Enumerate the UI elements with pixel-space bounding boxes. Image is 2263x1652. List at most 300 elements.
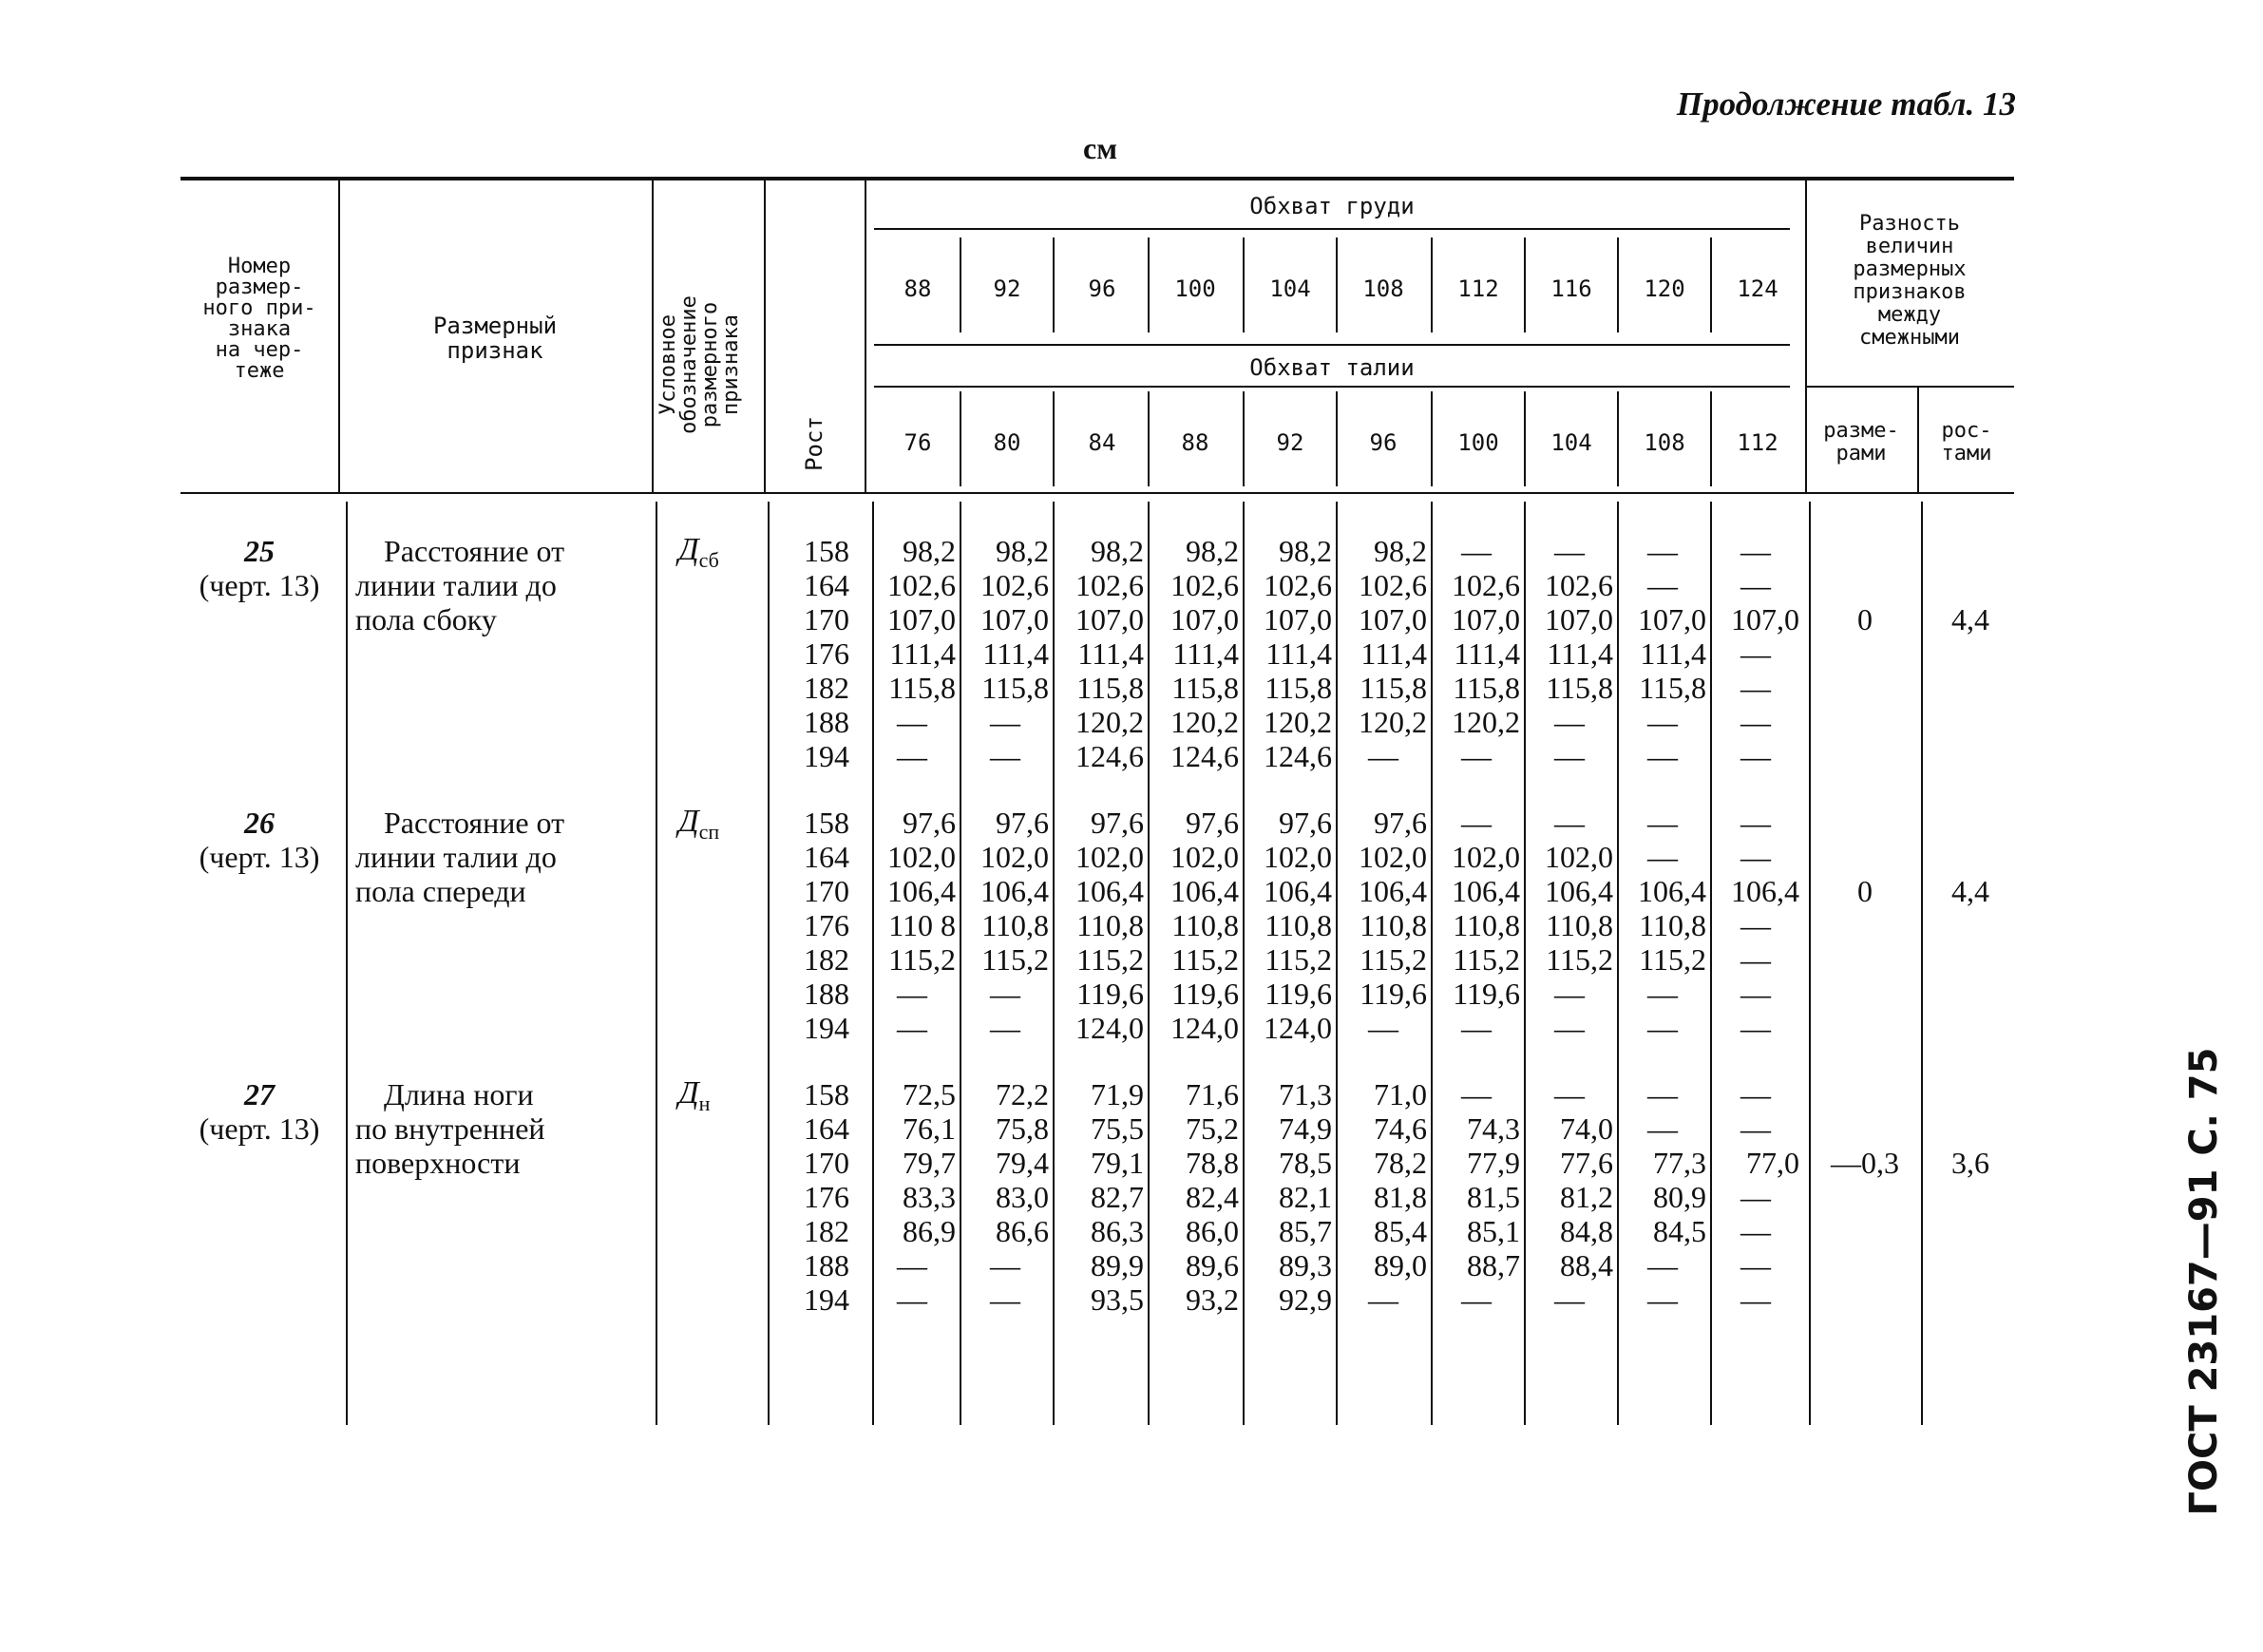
table-cell: 93,5: [1091, 1282, 1144, 1317]
height-value: 182: [804, 671, 849, 705]
table-cell: 115,2: [1546, 942, 1613, 977]
table-cell: 110,8: [1265, 908, 1332, 942]
table-cell: —: [1740, 1282, 1771, 1317]
header-number: [181, 256, 338, 382]
table-cell: 98,2: [903, 534, 956, 568]
table-cell: 86,9: [903, 1214, 956, 1248]
table-cell: —: [1740, 636, 1771, 671]
table-cell: 97,6: [1186, 806, 1239, 840]
attribute-symbol: [678, 1075, 710, 1116]
table-cell: 89,6: [1186, 1248, 1239, 1282]
attribute-number: 26: [244, 806, 275, 840]
waist-value: 104: [1550, 429, 1592, 456]
chest-value: 108: [1362, 275, 1404, 302]
table-cell: 111,4: [1454, 636, 1520, 671]
header-diff-line: между: [1877, 303, 1942, 327]
table-cell: 110,8: [1076, 908, 1144, 942]
table-cell: 120,2: [1170, 705, 1239, 739]
table-cell: 124,6: [1075, 739, 1144, 773]
table-cell: 124,0: [1264, 1011, 1332, 1045]
table-cell: 120,2: [1359, 705, 1427, 739]
table-cell: 110,8: [1546, 908, 1613, 942]
waist-value: 92: [1276, 429, 1304, 456]
table-cell: 83,0: [996, 1180, 1049, 1214]
table-cell: 74,9: [1279, 1111, 1332, 1146]
table-cell: 120,2: [1264, 705, 1332, 739]
chest-value: 120: [1644, 275, 1685, 302]
table-cell: 102,6: [1452, 568, 1520, 602]
waist-value: 96: [1369, 429, 1398, 456]
attribute-name-line: по внутренней: [355, 1111, 545, 1146]
attribute-symbol-sub: сп: [698, 819, 720, 844]
waist-value: 76: [903, 429, 932, 456]
table-cell: 107,0: [1545, 602, 1613, 636]
header-attribute-line: Размерный: [432, 313, 558, 339]
table-cell: —: [897, 705, 927, 739]
height-value: 194: [804, 1282, 849, 1317]
diff-sizes-value: 0: [1857, 874, 1873, 908]
chest-value: 100: [1174, 275, 1216, 302]
attribute-number: 27: [244, 1077, 275, 1111]
waist-value: 88: [1181, 429, 1209, 456]
header-symbol-line: признака: [719, 314, 743, 415]
table-cell: 115,2: [1171, 942, 1239, 977]
table-cell: 102,0: [1452, 840, 1520, 874]
table-cell: 81,5: [1467, 1180, 1520, 1214]
table-cell: 102,6: [1170, 568, 1239, 602]
table-cell: 119,6: [1453, 977, 1520, 1011]
attribute-name-line: линии талии до: [355, 840, 557, 874]
document-side-label: ГОСТ 23167—91 С. 75: [2182, 1047, 2226, 1516]
header-number-line: ного при-: [202, 296, 316, 320]
table-cell: 111,4: [1640, 636, 1706, 671]
table-cell: —: [1740, 908, 1771, 942]
table-cell: —: [990, 739, 1020, 773]
height-value: 158: [804, 806, 849, 840]
table-cell: 102,6: [1545, 568, 1613, 602]
attribute-name-line: поверхности: [355, 1146, 521, 1180]
table-cell: 115,8: [1076, 671, 1144, 705]
table-cell: 78,8: [1186, 1146, 1239, 1180]
table-cell: 107,0: [980, 602, 1049, 636]
header-symbol-line: размерного: [698, 301, 722, 428]
table-cell: 76,1: [903, 1111, 956, 1146]
table-cell: —: [1554, 806, 1585, 840]
height-value: 164: [804, 1111, 849, 1146]
table-cell: —: [1647, 705, 1678, 739]
table-cell: —: [1554, 977, 1585, 1011]
table-cell: 110,8: [1639, 908, 1706, 942]
table-cell: 102,6: [1075, 568, 1144, 602]
table-cell: 107,0: [1075, 602, 1144, 636]
height-value: 164: [804, 840, 849, 874]
height-value: 182: [804, 1214, 849, 1248]
table-cell: —: [1740, 840, 1771, 874]
table-cell: 106,4: [887, 874, 956, 908]
table-cell: 106,4: [1545, 874, 1613, 908]
attribute-number: 25: [244, 534, 275, 568]
waist-value: 100: [1457, 429, 1499, 456]
table-cell: —: [1461, 1077, 1492, 1111]
table-cell: —: [1740, 671, 1771, 705]
table-cell: 119,6: [1076, 977, 1144, 1011]
table-cell: —: [1647, 840, 1678, 874]
table-cell: 84,5: [1653, 1214, 1706, 1248]
height-value: 158: [804, 534, 849, 568]
attribute-symbol-base: Д: [678, 1075, 699, 1111]
table-cell: 80,9: [1653, 1180, 1706, 1214]
table-cell: 115,2: [1076, 942, 1144, 977]
table-cell: 77,9: [1467, 1146, 1520, 1180]
attribute-ref: (черт. 13): [199, 840, 320, 874]
table-cell: 106,4: [1170, 874, 1239, 908]
table-cell: 79,7: [903, 1146, 956, 1180]
table-cell: 85,4: [1374, 1214, 1427, 1248]
table-cell: 97,6: [1279, 806, 1332, 840]
table-cell: —: [1647, 806, 1678, 840]
table-cell: 82,4: [1186, 1180, 1239, 1214]
table-cell: —: [990, 1011, 1020, 1045]
table-cell: 106,4: [1638, 874, 1706, 908]
table-cell: —: [1740, 942, 1771, 977]
table-cell: —: [1740, 739, 1771, 773]
table-cell: 111,4: [1172, 636, 1239, 671]
table-cell: —: [1740, 1077, 1771, 1111]
table-cell: 75,5: [1091, 1111, 1144, 1146]
attribute-ref: (черт. 13): [199, 1111, 320, 1146]
chest-value: 112: [1457, 275, 1499, 302]
table-cell: 98,2: [1279, 534, 1332, 568]
height-value: 158: [804, 1077, 849, 1111]
chest-value: 96: [1088, 275, 1116, 302]
table-cell: 111,4: [982, 636, 1049, 671]
diff-heights-value: 4,4: [1951, 874, 1989, 908]
table-cell: —: [1647, 534, 1678, 568]
table-cell: —: [897, 1011, 927, 1045]
table-cell: 78,2: [1374, 1146, 1427, 1180]
table-cell: —: [1461, 1282, 1492, 1317]
table-cell: 115,8: [1265, 671, 1332, 705]
table-cell: 111,4: [889, 636, 956, 671]
table-cell: 102,6: [887, 568, 956, 602]
height-value: 170: [804, 874, 849, 908]
table-cell: 98,2: [1186, 534, 1239, 568]
header-symbol-line: обозначение: [677, 295, 701, 434]
table-cell: —: [897, 977, 927, 1011]
table-cell: 111,4: [1265, 636, 1332, 671]
table-cell: 106,4: [1359, 874, 1427, 908]
header-diff-sizes: [1805, 420, 1917, 465]
header-attribute: [338, 313, 652, 363]
diff-sizes-value: —0,3: [1831, 1146, 1899, 1180]
table-cell: 102,0: [1545, 840, 1613, 874]
table-cell: 86,3: [1091, 1214, 1144, 1248]
table-cell: 102,0: [887, 840, 956, 874]
table-cell: 106,4: [1452, 874, 1520, 908]
table-cell: 77,0: [1746, 1146, 1799, 1180]
table-cell: 120,2: [1075, 705, 1144, 739]
height-value: 188: [804, 977, 849, 1011]
table-cell: 111,4: [1547, 636, 1613, 671]
table-cell: —: [1461, 806, 1492, 840]
table-cell: 89,0: [1374, 1248, 1427, 1282]
table-cell: 102,0: [1264, 840, 1332, 874]
waist-value: 108: [1644, 429, 1685, 456]
table-cell: 75,8: [996, 1111, 1049, 1146]
table-cell: 93,2: [1186, 1282, 1239, 1317]
table-cell: 82,7: [1091, 1180, 1144, 1214]
attribute-name-line: Расстояние от: [384, 534, 565, 568]
table-cell: —: [1368, 739, 1398, 773]
table-cell: —: [1647, 977, 1678, 1011]
table-cell: 107,0: [1638, 602, 1706, 636]
table-cell: 124,0: [1075, 1011, 1144, 1045]
table-cell: 79,1: [1091, 1146, 1144, 1180]
table-cell: —: [1461, 1011, 1492, 1045]
table-cell: 115,8: [1171, 671, 1239, 705]
table-cell: 84,8: [1560, 1214, 1613, 1248]
table-cell: 71,9: [1091, 1077, 1144, 1111]
table-cell: —: [1740, 534, 1771, 568]
table-cell: 72,5: [903, 1077, 956, 1111]
table-cell: 74,0: [1560, 1111, 1613, 1146]
table-caption: Продолжение табл. 13: [1676, 85, 2016, 123]
chest-value: 104: [1269, 275, 1311, 302]
chest-value: 92: [993, 275, 1021, 302]
table-cell: —: [1647, 739, 1678, 773]
height-value: 164: [804, 568, 849, 602]
header-diff: [1805, 213, 2014, 350]
header-diff-line: признаков: [1853, 280, 1967, 304]
attribute-symbol-base: Д: [678, 804, 699, 839]
table-cell: 106,4: [1075, 874, 1144, 908]
table-cell: —: [1554, 534, 1585, 568]
table-cell: —: [1647, 1248, 1678, 1282]
table-cell: —: [1740, 1180, 1771, 1214]
table-cell: 124,0: [1170, 1011, 1239, 1045]
table-cell: 107,0: [1731, 602, 1799, 636]
header-symbol-line: Условное: [656, 314, 680, 415]
attribute-symbol: [678, 532, 719, 573]
table-cell: 119,6: [1360, 977, 1427, 1011]
table-cell: 115,8: [1453, 671, 1520, 705]
header-chest: Обхват груди: [1249, 193, 1415, 219]
attribute-name-line: Длина ноги: [384, 1077, 534, 1111]
table-cell: 88,7: [1467, 1248, 1520, 1282]
table-cell: 115,2: [1639, 942, 1706, 977]
table-cell: 102,0: [1359, 840, 1427, 874]
table-cell: —: [990, 705, 1020, 739]
height-value: 176: [804, 636, 849, 671]
table-cell: —: [1647, 1282, 1678, 1317]
table-cell: 85,7: [1279, 1214, 1332, 1248]
table-cell: —: [1647, 1077, 1678, 1111]
table-cell: 110,8: [1360, 908, 1427, 942]
diff-sizes-value: 0: [1857, 602, 1873, 636]
table-cell: —: [1554, 739, 1585, 773]
table-cell: 86,6: [996, 1214, 1049, 1248]
table-cell: —: [897, 1248, 927, 1282]
table-cell: 110,8: [1171, 908, 1239, 942]
height-value: 194: [804, 739, 849, 773]
height-value: 170: [804, 1146, 849, 1180]
waist-value: 80: [993, 429, 1021, 456]
attribute-name-line: линии талии до: [355, 568, 557, 602]
table-cell: —: [1554, 1011, 1585, 1045]
table-cell: —: [1740, 806, 1771, 840]
table-cell: 107,0: [1170, 602, 1239, 636]
height-value: 182: [804, 942, 849, 977]
table-cell: 75,2: [1186, 1111, 1239, 1146]
table-cell: 107,0: [1359, 602, 1427, 636]
header-diff-sizes-line: разме-: [1823, 419, 1899, 443]
table-cell: 120,2: [1452, 705, 1520, 739]
table-cell: 74,6: [1374, 1111, 1427, 1146]
table-cell: 86,0: [1186, 1214, 1239, 1248]
table-cell: 102,0: [1075, 840, 1144, 874]
table-cell: 107,0: [887, 602, 956, 636]
waist-value: 112: [1737, 429, 1778, 456]
table-cell: 98,2: [996, 534, 1049, 568]
table-cell: 110,8: [981, 908, 1049, 942]
table-cell: 89,9: [1091, 1248, 1144, 1282]
table-cell: 77,6: [1560, 1146, 1613, 1180]
header-symbol: [658, 243, 757, 486]
table-cell: 119,6: [1265, 977, 1332, 1011]
chest-value: 116: [1550, 275, 1592, 302]
header-number-line: Номер: [227, 255, 292, 278]
table-cell: 102,6: [980, 568, 1049, 602]
table-cell: 77,3: [1653, 1146, 1706, 1180]
table-cell: 115,2: [1360, 942, 1427, 977]
attribute-symbol-base: Д: [678, 532, 699, 567]
waist-value: 84: [1088, 429, 1116, 456]
table-cell: —: [1740, 568, 1771, 602]
table-cell: —: [897, 1282, 927, 1317]
diff-heights-value: 3,6: [1951, 1146, 1989, 1180]
table-cell: 97,6: [903, 806, 956, 840]
table-cell: —: [990, 977, 1020, 1011]
table-cell: —: [1647, 1011, 1678, 1045]
height-value: 176: [804, 908, 849, 942]
diff-heights-value: 4,4: [1951, 602, 1989, 636]
header-number-line: на чер-: [215, 338, 304, 362]
table-cell: 102,0: [980, 840, 1049, 874]
header-diff-line: размерных: [1853, 257, 1967, 281]
height-value: 194: [804, 1011, 849, 1045]
table-cell: 79,4: [996, 1146, 1049, 1180]
table-cell: 115,8: [981, 671, 1049, 705]
table-cell: 119,6: [1171, 977, 1239, 1011]
table-cell: 115,8: [888, 671, 956, 705]
table-cell: 85,1: [1467, 1214, 1520, 1248]
table-cell: 97,6: [1091, 806, 1144, 840]
header-waist: Обхват талии: [1249, 354, 1415, 381]
table-cell: 81,2: [1560, 1180, 1613, 1214]
table-cell: 97,6: [1374, 806, 1427, 840]
table-cell: 106,4: [1731, 874, 1799, 908]
table-cell: —: [1647, 568, 1678, 602]
table-cell: 111,4: [1077, 636, 1144, 671]
attribute-symbol-sub: н: [698, 1091, 711, 1115]
attribute-name-line: пола сбоку: [355, 602, 497, 636]
height-value: 188: [804, 1248, 849, 1282]
table-cell: 82,1: [1279, 1180, 1332, 1214]
header-diff-sizes-line: рами: [1835, 442, 1887, 465]
table-cell: 115,2: [1265, 942, 1332, 977]
table-cell: 102,6: [1264, 568, 1332, 602]
header-diff-line: Разность: [1859, 212, 1960, 236]
header-diff-heights-line: рос-: [1941, 419, 1992, 443]
table-cell: —: [1647, 1111, 1678, 1146]
table-cell: —: [897, 739, 927, 773]
table-cell: 71,6: [1186, 1077, 1239, 1111]
height-value: 188: [804, 705, 849, 739]
header-diff-heights: [1919, 420, 2014, 465]
table-cell: —: [1740, 1111, 1771, 1146]
table-cell: —: [1740, 977, 1771, 1011]
attribute-symbol-sub: сб: [698, 547, 719, 572]
table-cell: —: [1368, 1011, 1398, 1045]
table-cell: —: [1554, 1282, 1585, 1317]
table-cell: —: [990, 1282, 1020, 1317]
header-height: Рост: [801, 416, 827, 471]
table-cell: 124,6: [1170, 739, 1239, 773]
table-cell: 115,8: [1360, 671, 1427, 705]
height-value: 170: [804, 602, 849, 636]
table-cell: —: [1461, 534, 1492, 568]
table-cell: —: [1554, 705, 1585, 739]
table-cell: 110 8: [888, 908, 956, 942]
header-number-line: теже: [234, 359, 285, 383]
table-cell: 102,6: [1359, 568, 1427, 602]
table-cell: 81,8: [1374, 1180, 1427, 1214]
table-cell: —: [1740, 1248, 1771, 1282]
header-diff-line: смежными: [1859, 326, 1960, 350]
table-cell: —: [1554, 1077, 1585, 1111]
table-cell: 115,2: [888, 942, 956, 977]
table-cell: —: [1740, 1011, 1771, 1045]
header-diff-line: величин: [1865, 235, 1954, 258]
table-cell: 107,0: [1264, 602, 1332, 636]
table-cell: 98,2: [1091, 534, 1144, 568]
table-cell: 92,9: [1279, 1282, 1332, 1317]
header-attribute-line: признак: [447, 337, 543, 364]
unit-label: см: [1083, 131, 1117, 165]
table-cell: 115,2: [981, 942, 1049, 977]
table-cell: 74,3: [1467, 1111, 1520, 1146]
table-cell: 71,0: [1374, 1077, 1427, 1111]
table-cell: —: [1368, 1282, 1398, 1317]
table-cell: —: [1740, 1214, 1771, 1248]
table-cell: 115,2: [1453, 942, 1520, 977]
header-diff-heights-line: тами: [1941, 442, 1992, 465]
table-cell: 124,6: [1264, 739, 1332, 773]
table-cell: 71,3: [1279, 1077, 1332, 1111]
attribute-ref: (черт. 13): [199, 568, 320, 602]
attribute-name-line: Расстояние от: [384, 806, 565, 840]
table-cell: —: [1740, 705, 1771, 739]
header-number-line: знака: [227, 317, 292, 341]
table-cell: —: [1461, 739, 1492, 773]
table-cell: 102,0: [1170, 840, 1239, 874]
header-number-line: размер-: [215, 275, 304, 299]
attribute-symbol: [678, 804, 719, 845]
table-cell: 111,4: [1360, 636, 1427, 671]
table-cell: 78,5: [1279, 1146, 1332, 1180]
table-cell: 72,2: [996, 1077, 1049, 1111]
table-cell: 97,6: [996, 806, 1049, 840]
